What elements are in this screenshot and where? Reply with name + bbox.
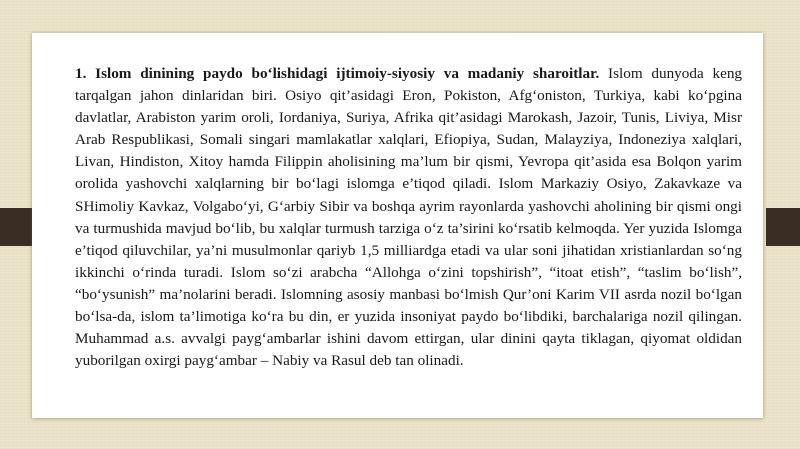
right-side-tab xyxy=(766,208,800,246)
slide-text xyxy=(75,63,742,372)
left-side-tab xyxy=(0,208,34,246)
slide-heading: 1. Islom dinining paydo bo‘lishidagi ijtimoiy-siyosiy va madaniy sharoitlar. xyxy=(75,65,600,82)
slide-body: Islom dunyoda keng tarqalgan jahon dinlaridan biri. Osiyo qit’asidagi Eron, Pokiston, Afg‘oniston, Turkiya, kabi ko‘pgina davlatlar, Arabiston yarim oroli, Iordaniya, Suriya, Afrika qit’asidagi Marokash, Jazoir, Tunis, Liviya, Misr Arab Respublikasi, Somali singari mamlakatlar xalqlari, Efiopiya, Sudan, Malayziya, Indoneziya xalqlari, Livan, Hindiston, Xitoy hamda Filippin aholisining ma’lum bir qismi, Yevropa qit’asida esa Bolqon yarim orolida yashovchi xalqlarning bir bo‘lagi islomga e’tiqod qiladi. Islom Markaziy Osiyo, Zakavkaze va SHimoliy Kavkaz, Volgabo‘yi, G‘arbiy Sibir va boshqa ayrim rayonlarda yashovchi aholining bir qismi ongi va turmushida mavjud bo‘lib, bu xalqlar turmush tarziga o‘z ta’sirini ko‘rsatib kelmoqda. Yer yuzida Islomga e’tiqod qiluvchilar, ya’ni musulmonlar qariyb 1,5 milliardga etadi va ular soni jihatidan xristianlardan so‘ng ikkinchi o‘rinda turadi. Islom so‘zi arabcha “Allohga o‘zini topshirish”, “itoat etish”, “taslim bo‘lish”, “bo‘ysunish” ma’nolarini beradi. Islomning asosiy manbasi bo‘lmish Qur’oni Karim VII asrda nozil bo‘lgan bo‘lsa-da, islom ta’limotiga ko‘ra bu din, er yuzida insoniyat paydo bo‘libdiki, barchalariga nozil qilingan. Muhammad a.s. avvalgi payg‘ambarlar ishini davom ettirgan, ular dinini qayta tiklagan, qiyomat oldidan yuborilgan oxirgi payg‘ambar – Nabiy va Rasul deb tan olinadi. xyxy=(75,65,743,370)
